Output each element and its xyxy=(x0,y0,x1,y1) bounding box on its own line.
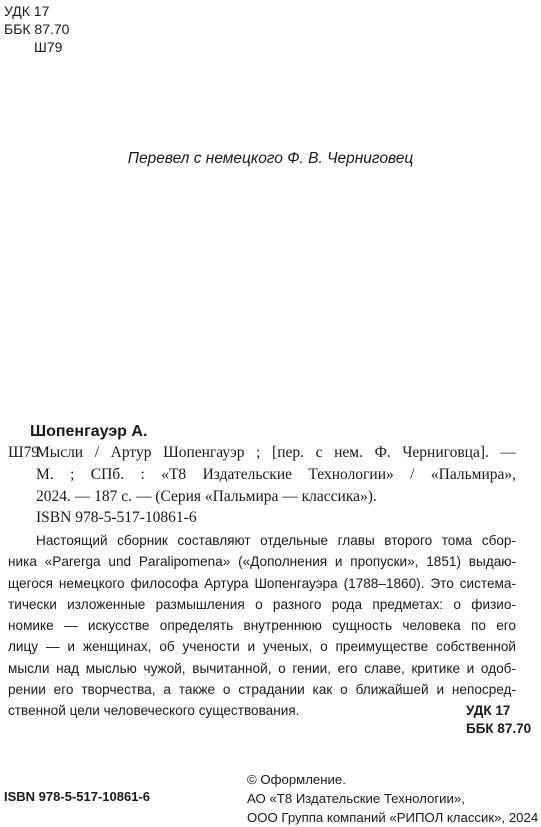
annotation-line: ственной цели человеческого существования. xyxy=(8,703,300,719)
biblio-line-3: 2024. — 187 с. — (Серия «Пальмира — классика»). xyxy=(36,488,377,505)
udk-code-bottom: УДК 17 xyxy=(466,703,511,718)
biblio-author-mark: Ш79 xyxy=(8,444,40,461)
copyright-line: АО «Т8 Издательские Технологии», xyxy=(247,791,465,806)
bbk-code: ББК 87.70 xyxy=(4,21,70,37)
copyright-imprint xyxy=(247,770,538,827)
annotation-line: номике — искусстве определять внутреннюю сущность человека по его xyxy=(8,618,516,634)
isbn: ISBN 978-5-517-10861-6 xyxy=(36,509,197,526)
biblio-line-1-text: Мысли / Артур Шопенгауэр ; [пер. с нем. Ф. Черниговца]. — xyxy=(36,444,516,461)
bbk-code-bottom: ББК 87.70 xyxy=(466,721,532,736)
annotation-line: Настоящий сборник составляют отдельные главы второго тома сбор- xyxy=(36,533,516,548)
annotation-line: рении его творчества, а также о страдании как о ближайшей и непосред- xyxy=(8,682,516,698)
udk-code: УДК 17 xyxy=(4,3,50,19)
annotation-line: тически изложенные размышления о разного рода предметах: о физио- xyxy=(8,596,516,612)
author-mark: Ш79 xyxy=(34,39,63,55)
copyright-line: © Оформление. xyxy=(247,772,346,787)
copyright-line: ООО Группа компаний «РИПОЛ классик», 2024 xyxy=(247,810,539,825)
annotation-line: мысли над мыслью чужой, вычитанной, о гении, его славе, критике и одоб- xyxy=(8,660,516,676)
annotation-line: щегося немецкого философа Артура Шопенгауэра (1788–1860). Это система- xyxy=(8,575,516,591)
bibliographic-description xyxy=(8,442,516,508)
classification-codes-bottom xyxy=(466,702,531,738)
isbn-bottom: ISBN 978-5-517-10861-6 xyxy=(4,789,150,804)
biblio-line-2: М. ; СПб. : «Т8 Издательские Технологии» / «Пальмира», xyxy=(36,466,516,483)
classification-codes-top xyxy=(4,2,69,56)
biblio-line-1 xyxy=(8,442,516,464)
annotation xyxy=(8,530,516,722)
annotation-line: лицу — и женщинах, об учености и ученых, о преимуществе собственной xyxy=(8,639,516,655)
annotation-line: ника «Parerga und Paralipomena» («Дополнения и пропуски», 1851) выдаю- xyxy=(8,554,516,570)
translator-credit: Перевел с немецкого Ф. В. Черниговец xyxy=(127,150,414,167)
author-heading: Шопенгауэр А. xyxy=(30,423,148,440)
